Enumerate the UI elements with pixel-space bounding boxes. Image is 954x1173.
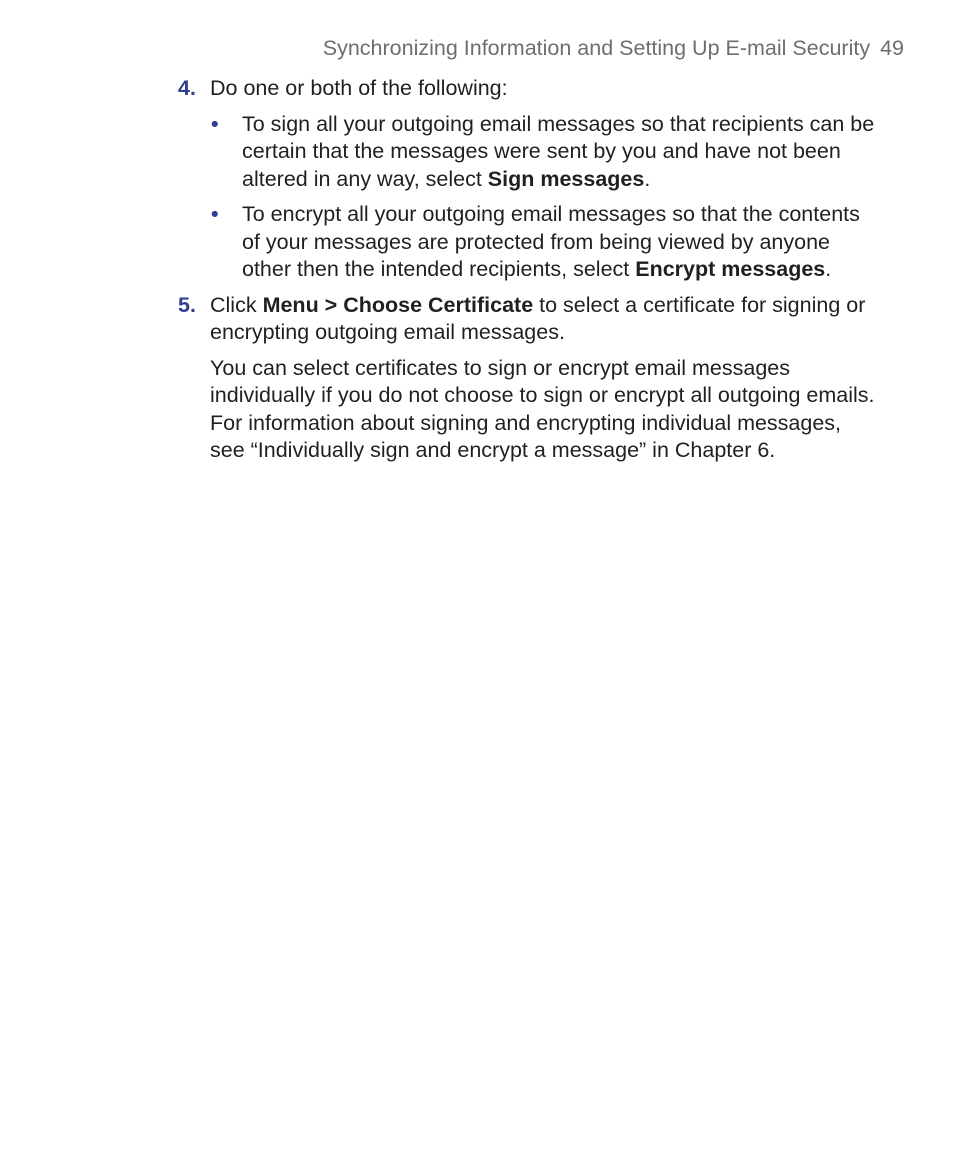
section-title: Synchronizing Information and Setting Up E-mail Security <box>322 36 871 60</box>
menu-option-sign-messages: Sign messages <box>487 166 645 191</box>
menu-path-choose-certificate: Menu > Choose Certificate <box>262 292 534 317</box>
bullet-text-end: . <box>644 166 651 191</box>
step-intro: Do one or both of the following: <box>210 76 508 100</box>
step-note: You can select certificates to sign or encrypt email messages individually if you do not choose to sign or encrypt all outgoing emails. For information about signing and encrypting individual messages, see “Individually sign and encrypt a message” in Chapter 6. <box>210 355 875 462</box>
running-header <box>323 36 904 61</box>
step-text-end: to select a certificate for signing or encrypting outgoing email messages. <box>210 292 866 344</box>
bullet-item-encrypt <box>210 201 876 284</box>
step-text: Click <box>210 292 263 317</box>
menu-option-encrypt-messages: Encrypt messages <box>635 257 826 281</box>
page-number: 49 <box>880 36 904 60</box>
step-5 <box>176 292 876 465</box>
bullet-icon: • <box>211 202 219 226</box>
step-number: 4. <box>178 76 196 100</box>
bullet-text: To sign all your outgoing email messages so that recipients can be certain that the messages were sent by you and have not been altered in any way, select <box>242 111 875 191</box>
step-number: 5. <box>178 292 196 317</box>
bullet-item-sign <box>210 111 876 194</box>
step-instruction <box>210 292 876 347</box>
page-body <box>176 75 876 465</box>
bullet-text-end: . <box>825 257 832 281</box>
bullet-list <box>210 111 876 284</box>
bullet-text: To encrypt all your outgoing email messages so that the contents of your messages are protected from being viewed by anyone other then the intended recipients, select <box>242 202 860 281</box>
step-4 <box>176 75 876 284</box>
bullet-icon: • <box>211 111 219 136</box>
